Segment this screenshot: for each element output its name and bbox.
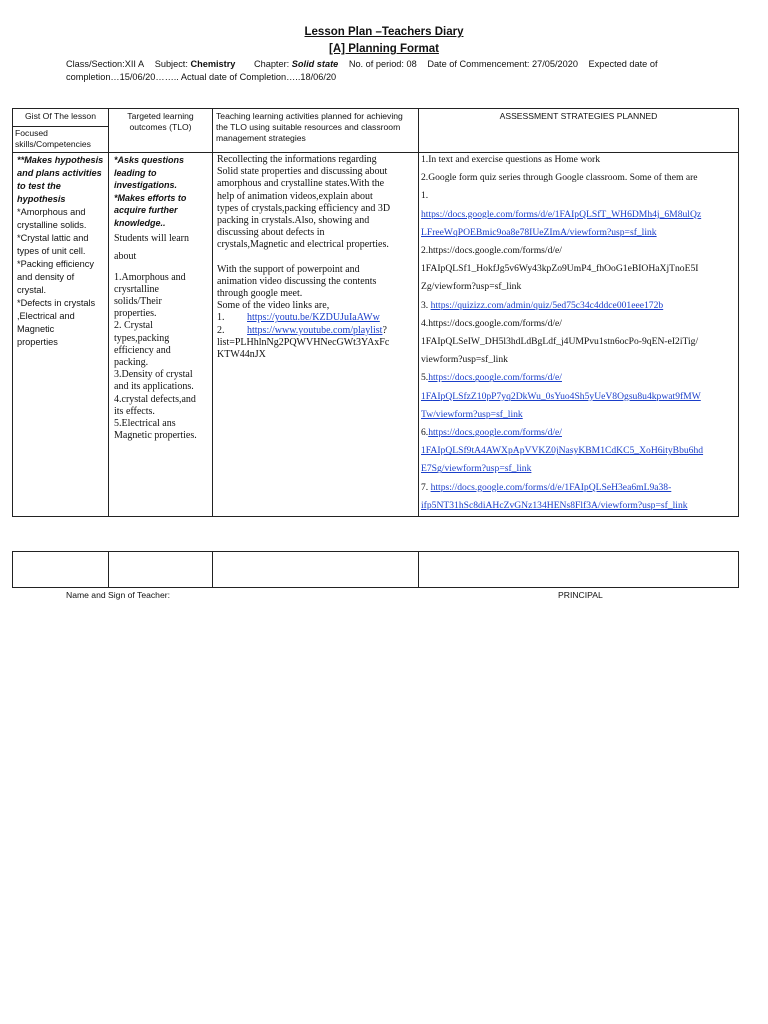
assessment-line: viewform?usp=sf_link (421, 354, 508, 366)
skills-line: crystalline solids. (17, 220, 87, 230)
header-gist: Gist Of The lesson (24, 111, 96, 121)
column-divider (212, 109, 213, 516)
tlo-topics (114, 272, 211, 443)
tlo-line: crysrtalline (114, 283, 159, 295)
skills-line: *Packing efficiency (17, 259, 94, 269)
video-link-2[interactable]: https://www.youtube.com/playlist (247, 324, 383, 336)
video-link-1[interactable]: https://youtu.be/KZDUJuIaAWw (247, 312, 380, 324)
quiz-link-6[interactable]: https://docs.google.com/forms/d/e/ (428, 427, 562, 439)
video-link-query: ? (382, 324, 387, 336)
tlo-line: about (114, 250, 137, 262)
subject-label: Subject: (154, 59, 188, 69)
skills-line: to test the (17, 181, 61, 191)
tlo-line: Magnetic properties. (114, 430, 197, 442)
tlo-line: Students will learn (114, 232, 189, 244)
document-subtitle: [A] Planning Format (329, 43, 439, 55)
quiz-link-1[interactable]: https://docs.google.com/forms/d/e/1FAIpQLSfT_WH6DMh4j_6M8ulQz (421, 208, 702, 220)
assessment-line: 1.In text and exercise questions as Home work (421, 154, 601, 165)
assessment-line (421, 479, 739, 497)
assessment-line: 1FAIpQLSeIW_DH5l3hdLdBgLdf_j4UMPvu1stn6ocPo-9qEN-eI2iTig/ (421, 336, 699, 348)
assessment-line: 1. (421, 190, 429, 202)
quiz-link-5-continued[interactable]: Tw/viewform?usp=sf_link (421, 408, 523, 420)
assessment-line (421, 424, 739, 442)
lesson-meta (66, 58, 726, 84)
skills-line: Magnetic (17, 324, 55, 334)
assessment-line: Zg/viewform?usp=sf_link (421, 281, 522, 293)
tlo-line: efficiency and (114, 344, 171, 356)
quiz-link-7[interactable]: https://docs.google.com/forms/d/e/1FAIpQLSeH3ea6mL9a38- (430, 481, 672, 493)
tlo-line: acquire further (114, 205, 178, 216)
column-divider (108, 552, 109, 587)
column-divider (212, 552, 213, 587)
activities-cell (217, 154, 417, 361)
assessment-cell (421, 151, 739, 515)
tlo-cell (114, 154, 211, 442)
video-link-continued: KTW44nJX (217, 349, 266, 361)
tlo-line: types,packing (114, 332, 170, 344)
tlo-line: properties. (114, 308, 157, 320)
commencement-date: Date of Commencement: 27/05/2020 (427, 59, 578, 69)
quiz-link-6-continued[interactable]: 1FAIpQLSf9tA4AWXpApVVKZ0jNasyKBM1CdKC5_XoH6ityBbu6hd (421, 445, 704, 457)
period-count: No. of period: 08 (348, 59, 417, 69)
activity-line: animation video discussing the contents (217, 275, 377, 287)
assessment-line (421, 297, 739, 315)
header-assessment: ASSESSMENT STRATEGIES PLANNED (499, 111, 658, 121)
row-divider (13, 126, 108, 127)
activity-line: through google meet. (217, 288, 303, 300)
expected-completion-label: Expected date of (588, 59, 658, 69)
tlo-line: and its applications. (114, 381, 194, 393)
tlo-line: 4.crystal defects,and (114, 393, 196, 405)
assessment-line: 2.https://docs.google.com/forms/d/e/ (421, 245, 562, 257)
activity-line: amorphous and crystalline states.With the (217, 178, 385, 190)
skills-line: *Defects in crystals (17, 298, 96, 308)
video-link-continued: list=PLHhlnNg2PQWVHNecGWt3YAxFc (217, 336, 390, 348)
activity-line: Solid state properties and discussing about (217, 166, 388, 178)
skills-line: and plans activities (17, 168, 102, 178)
quiz-number: 5. (421, 372, 429, 384)
activity-line: types of crystals,packing efficiency and 3D (217, 202, 391, 214)
tlo-line: its effects. (114, 405, 155, 417)
principal-label: PRINCIPAL (558, 590, 603, 600)
assessment-line: 2.Google form quiz series through Google classroom. Some of them are (421, 172, 698, 184)
tlo-behaviours (114, 154, 211, 230)
tlo-line: investigations. (114, 180, 178, 191)
quiz-number: 7. (421, 481, 431, 493)
tlo-line: 2. Crystal (114, 320, 153, 332)
quiz-link-1-continued[interactable]: LFreeWqPOEBmic9oa8e78IUeZImA/viewform?usp=sf_link (421, 226, 657, 238)
tlo-line: solids/Their (114, 295, 162, 307)
tlo-line: 1.Amorphous and (114, 271, 186, 283)
quiz-link-7-continued[interactable]: ifp5NT31hSc8diAHcZvGNz134HENs8Flf3A/viewform?usp=sf_link (421, 499, 688, 511)
skills-line: types of unit cell. (17, 246, 86, 256)
header-tlo: Targeted learning outcomes (TLO) (127, 111, 194, 132)
skills-cell (17, 154, 109, 349)
skills-line: **Makes hypothesis (17, 155, 104, 165)
video-link-row (217, 312, 417, 324)
tlo-line: 3.Density of crystal (114, 369, 193, 381)
quiz-link-6-continued[interactable]: E7Sg/viewform?usp=sf_link (421, 463, 532, 475)
assessment-line (421, 369, 739, 387)
skills-line: properties (17, 337, 58, 347)
activity-line: help of animation videos,explain about (217, 190, 373, 202)
quiz-number: 3. (421, 299, 431, 311)
tlo-line: 5.Electrical ans (114, 418, 176, 429)
tlo-line: packing. (114, 356, 149, 368)
tlo-line: *Makes efforts to (114, 192, 187, 203)
skills-line: *Amorphous and (17, 207, 86, 217)
skills-line: hypothesis (17, 194, 66, 204)
skills-line: and density of (17, 272, 75, 282)
assessment-line: 1FAIpQLSf1_HokfJg5v6Wy43kpZo9UmP4_fhOoG1eBIOHaXjTnoE5I (421, 263, 699, 275)
tlo-line: knowledge.. (114, 217, 166, 228)
video-link-row (217, 325, 417, 337)
assessment-line: 4.https://docs.google.com/forms/d/e/ (421, 317, 562, 329)
document-title: Lesson Plan –Teachers Diary (304, 26, 464, 38)
signature-table (12, 551, 739, 588)
activity-line: discussing about defects in (217, 227, 325, 239)
chapter-value: Solid state (291, 59, 339, 69)
header-activities: Teaching learning activities planned for achieving the TLO using suitable resources and classroom management strategies (216, 111, 403, 143)
skills-line: crystal. (17, 285, 47, 295)
subject-value: Chemistry (190, 59, 236, 69)
activity-line: crystals,Magnetic and electrical properties. (217, 239, 389, 251)
lesson-plan-table (12, 108, 739, 517)
activity-line: Some of the video links are, (217, 300, 330, 312)
chapter-label: Chapter: (253, 59, 290, 69)
tlo-intro (114, 230, 211, 266)
header-focused-skills: Focused skills/Competencies (15, 128, 91, 149)
activity-line: With the support of powerpoint and (217, 263, 360, 275)
class-section: Class/Section:XII A (66, 59, 145, 69)
skills-line: ,Electrical and (17, 311, 75, 321)
activity-line: packing in crystals.Also, showing and (217, 215, 370, 227)
quiz-link-5-continued[interactable]: 1FAIpQLSfzZ10pP7yq2DkWu_0sYuo4Sh5yUeV8Ogsu8u4kpwat9fMW (421, 390, 701, 402)
column-divider (418, 109, 419, 516)
column-divider (418, 552, 419, 587)
quiz-number: 6. (421, 427, 429, 439)
skills-line: *Crystal lattic and (17, 233, 89, 243)
quiz-link-5[interactable]: https://docs.google.com/forms/d/e/ (428, 372, 562, 384)
tlo-line: leading to (114, 167, 157, 178)
video-link-number: 2. (217, 324, 225, 336)
quiz-link-3[interactable]: https://quizizz.com/admin/quiz/5ed75c34c4ddce001eee172b (430, 299, 664, 311)
activity-line: Recollecting the informations regarding (217, 154, 377, 165)
tlo-line: *Asks questions (114, 155, 185, 165)
video-link-number: 1. (217, 312, 225, 324)
completion-dates: completion…15/06/20…….. Actual date of Completion…..18/06/20 (66, 72, 337, 82)
teacher-signature-label: Name and Sign of Teacher: (66, 590, 170, 600)
